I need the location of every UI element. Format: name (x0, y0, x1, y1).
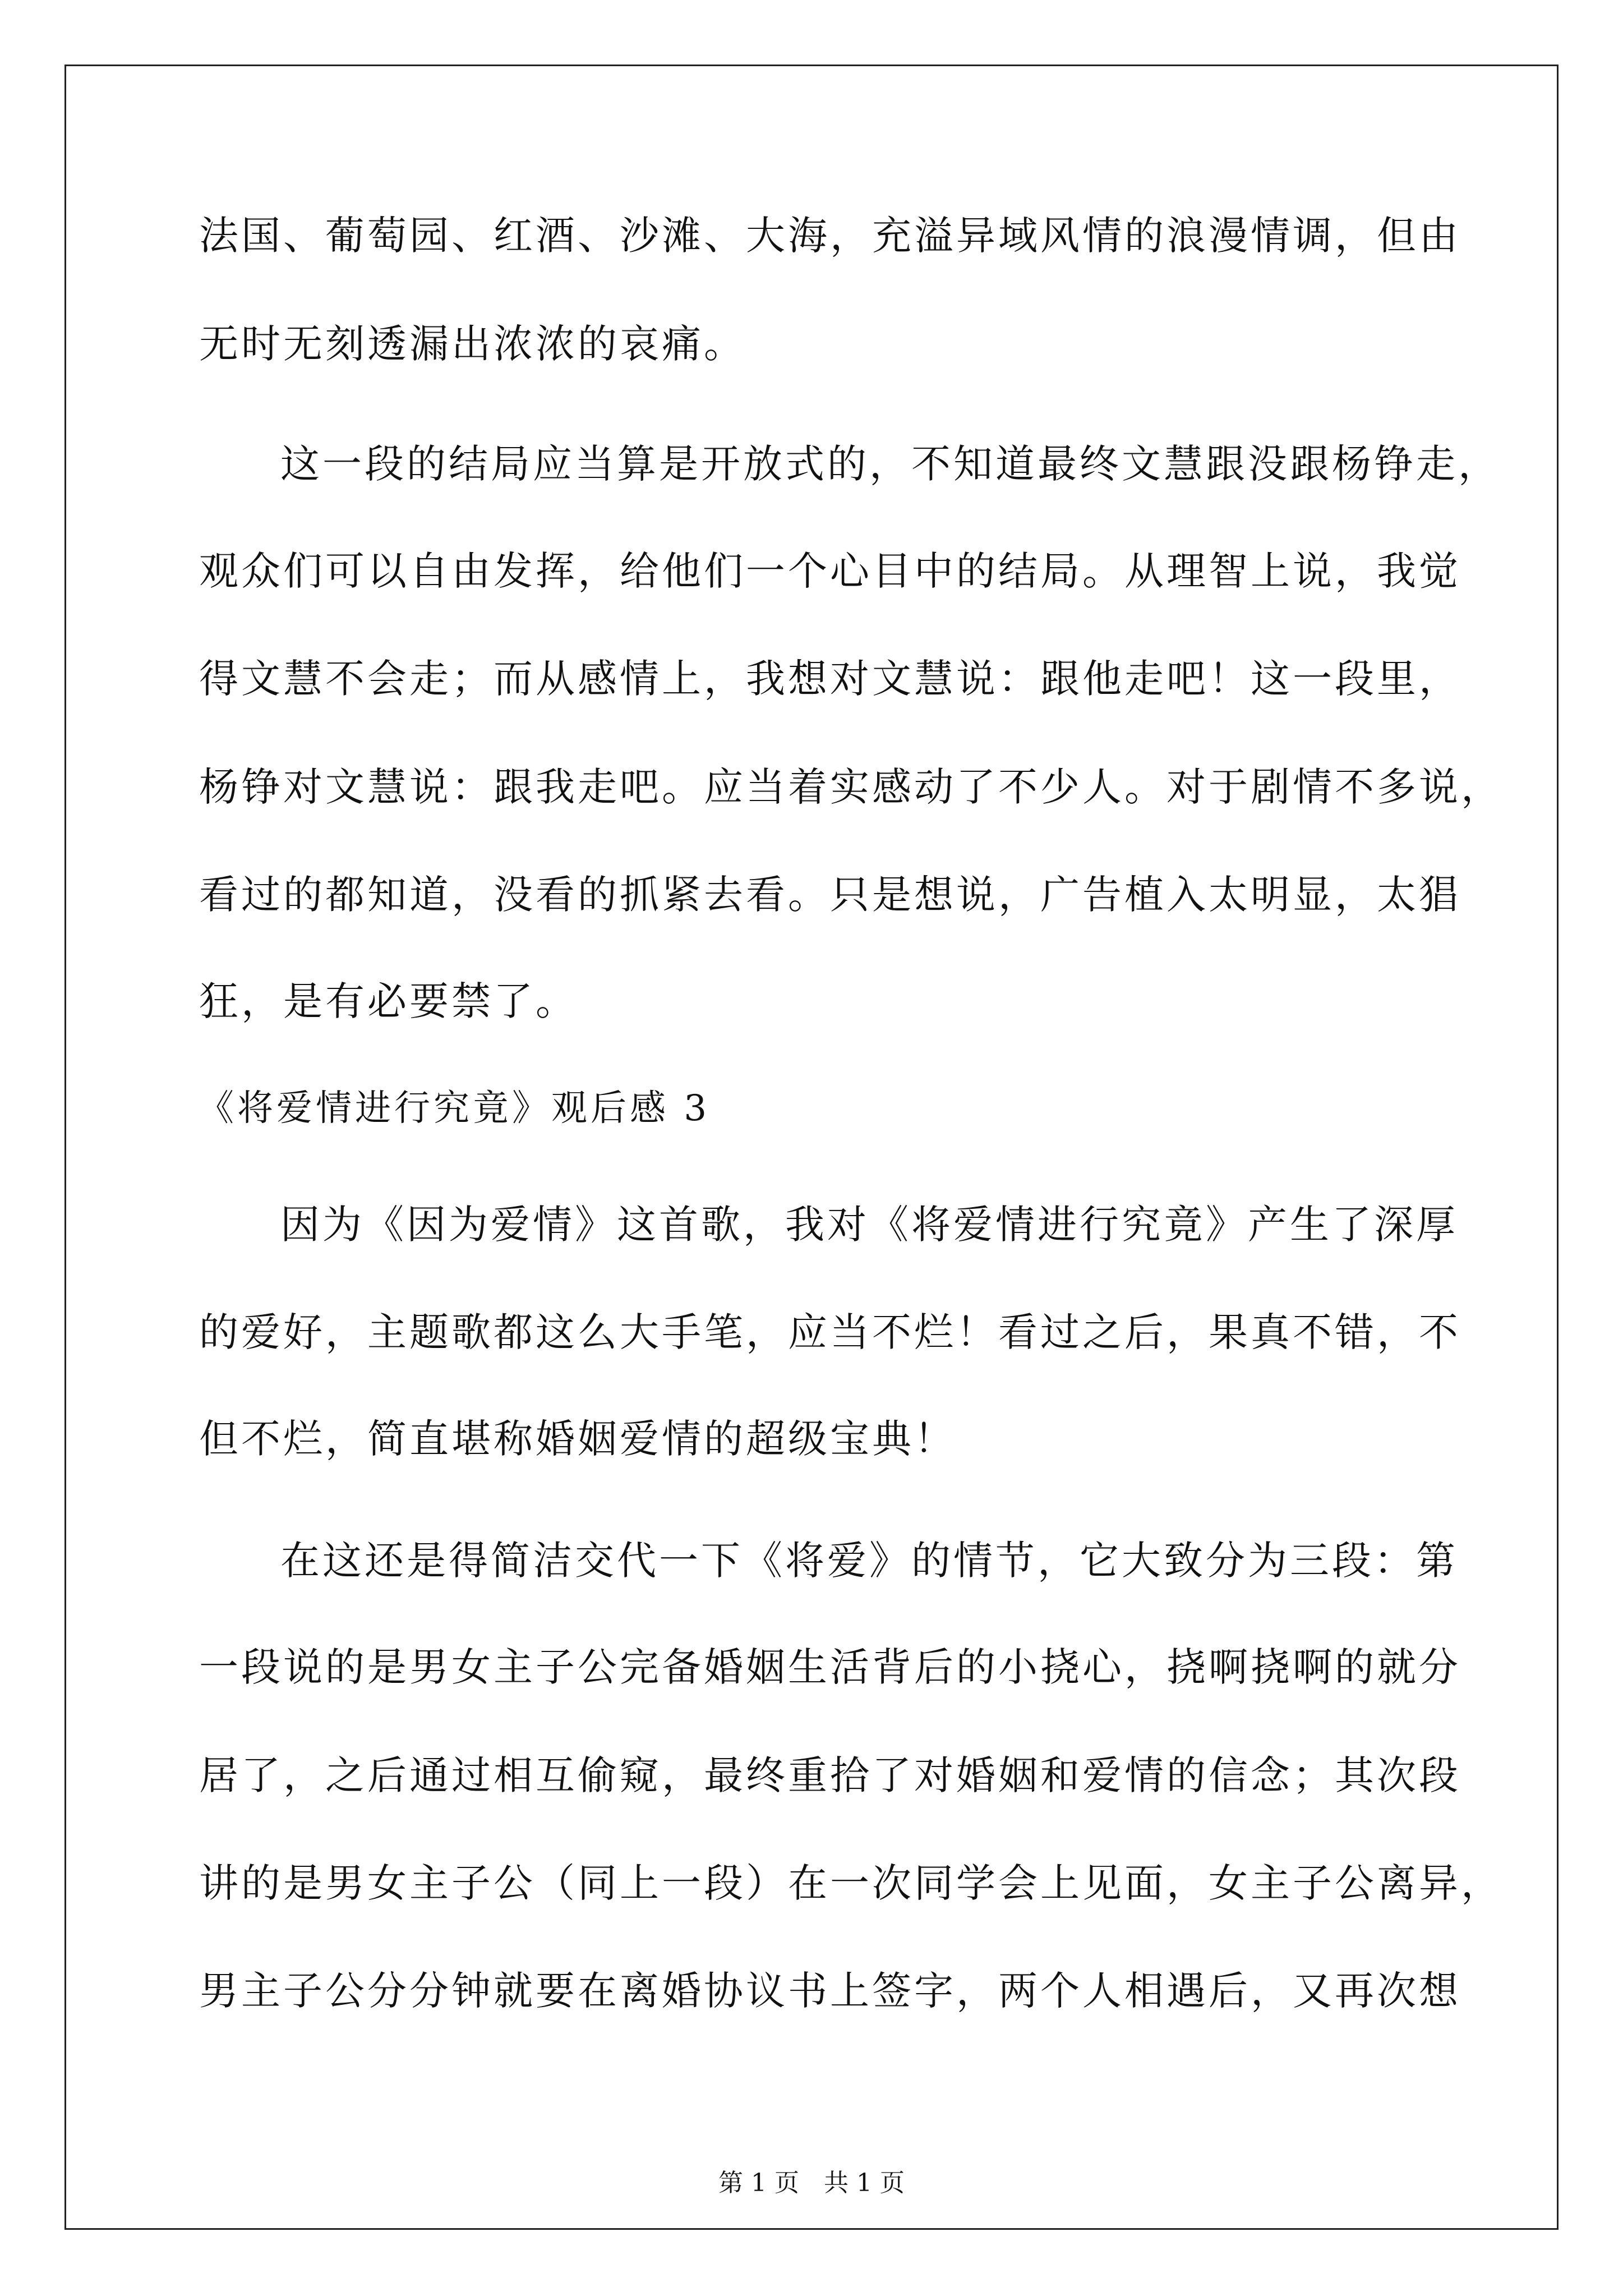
page-footer: 第 1 页 共 1 页 (718, 2169, 905, 2197)
paragraph-start-line: 在这还是得简洁交代一下《将爱》的情节，它大致分为三段：第 (280, 1538, 1458, 1584)
text-line: 无时无刻透漏出浓浓的哀痛。 (199, 321, 746, 367)
text-line: 得文慧不会走；而从感情上，我想对文慧说：跟他走吧！这一段里， (199, 656, 1461, 702)
text-line: 的爱好，主题歌都这么大手笔，应当不烂！看过之后，果真不错，不 (199, 1309, 1461, 1355)
text-line: 居了，之后通过相互偷窥，最终重拾了对婚姻和爱情的信念；其次段 (199, 1752, 1461, 1798)
text-line: 讲的是男女主子公（同上一段）在一次同学会上见面，女主子公离异， (199, 1860, 1503, 1906)
text-line: 看过的都知道，没看的抓紧去看。只是想说，广告植入太明显，太猖 (199, 872, 1461, 918)
text-line: 但不烂，简直堪称婚姻爱情的超级宝典！ (199, 1416, 956, 1462)
paragraph-start-line: 这一段的结局应当算是开放式的，不知道最终文慧跟没跟杨铮走， (280, 441, 1500, 487)
paragraph-start-line: 因为《因为爱情》这首歌，我对《将爱情进行究竟》产生了深厚 (280, 1202, 1458, 1248)
text-line: 男主子公分分钟就要在离婚协议书上签字，两个人相遇后，又再次想 (199, 1968, 1461, 2014)
text-line: 观众们可以自由发挥，给他们一个心目中的结局。从理智上说，我觉 (199, 548, 1461, 594)
section-heading: 《将爱情进行究竟》观后感 3 (198, 1088, 711, 1129)
text-line: 狂，是有必要禁了。 (199, 978, 578, 1024)
text-line: 杨铮对文慧说：跟我走吧。应当着实感动了不少人。对于剧情不多说， (199, 764, 1503, 810)
text-line: 一段说的是男女主子公完备婚姻生活背后的小挠心，挠啊挠啊的就分 (199, 1644, 1461, 1690)
text-line: 法国、葡萄园、红酒、沙滩、大海，充溢异域风情的浪漫情调，但由 (199, 213, 1461, 259)
